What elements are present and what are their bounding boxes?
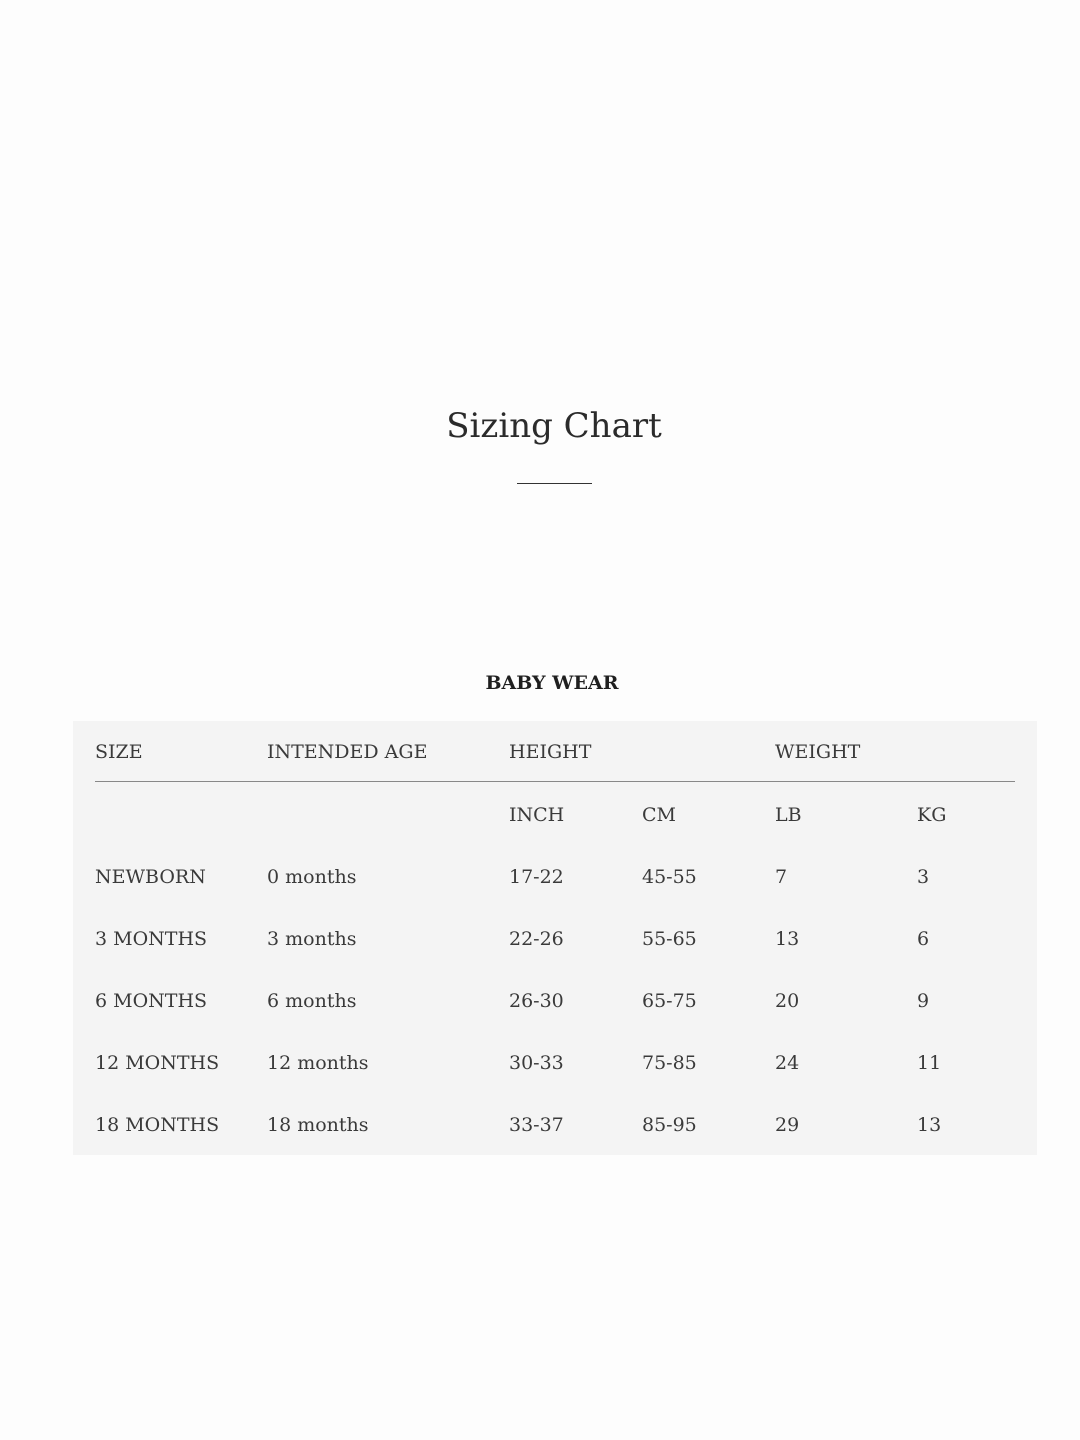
cell-age: 0 months — [267, 866, 357, 888]
cell-cm: 65-75 — [642, 990, 697, 1012]
cell-cm: 75-85 — [642, 1052, 697, 1074]
column-header-weight: WEIGHT — [775, 741, 861, 763]
cell-size: 6 MONTHS — [95, 990, 208, 1012]
cell-lb: 13 — [775, 928, 800, 950]
subheader-inch: INCH — [509, 804, 565, 826]
cell-cm: 85-95 — [642, 1114, 697, 1136]
cell-lb: 20 — [775, 990, 800, 1012]
title-divider — [517, 483, 592, 484]
cell-size: 12 MONTHS — [95, 1052, 220, 1074]
table-row — [73, 865, 1037, 889]
cell-kg: 13 — [917, 1114, 942, 1136]
subheader-lb: LB — [775, 804, 802, 826]
cell-cm: 45-55 — [642, 866, 697, 888]
cell-size: 3 MONTHS — [95, 928, 208, 950]
cell-kg: 9 — [917, 990, 930, 1012]
cell-lb: 7 — [775, 866, 788, 888]
sizing-table — [73, 721, 1037, 1155]
cell-size: 18 MONTHS — [95, 1114, 220, 1136]
column-header-size: SIZE — [95, 741, 143, 763]
cell-kg: 3 — [917, 866, 930, 888]
cell-size: NEWBORN — [95, 866, 206, 888]
cell-inch: 26-30 — [509, 990, 564, 1012]
cell-age: 12 months — [267, 1052, 369, 1074]
cell-lb: 29 — [775, 1114, 800, 1136]
page-title: Sizing Chart — [446, 406, 662, 446]
subheader-kg: KG — [917, 804, 947, 826]
cell-inch: 30-33 — [509, 1052, 564, 1074]
column-header-intended-age: INTENDED AGE — [267, 741, 428, 763]
cell-age: 18 months — [267, 1114, 369, 1136]
cell-kg: 11 — [917, 1052, 942, 1074]
subheader-cm: CM — [642, 804, 676, 826]
cell-kg: 6 — [917, 928, 930, 950]
cell-age: 3 months — [267, 928, 357, 950]
table-row — [73, 927, 1037, 951]
cell-cm: 55-65 — [642, 928, 697, 950]
table-row — [73, 1113, 1037, 1137]
header-divider — [95, 781, 1015, 782]
table-row — [73, 989, 1037, 1013]
cell-lb: 24 — [775, 1052, 800, 1074]
cell-inch: 17-22 — [509, 866, 564, 888]
table-heading: BABY WEAR — [485, 672, 619, 694]
cell-inch: 22-26 — [509, 928, 564, 950]
column-header-height: HEIGHT — [509, 741, 592, 763]
table-row — [73, 1051, 1037, 1075]
cell-age: 6 months — [267, 990, 357, 1012]
cell-inch: 33-37 — [509, 1114, 564, 1136]
